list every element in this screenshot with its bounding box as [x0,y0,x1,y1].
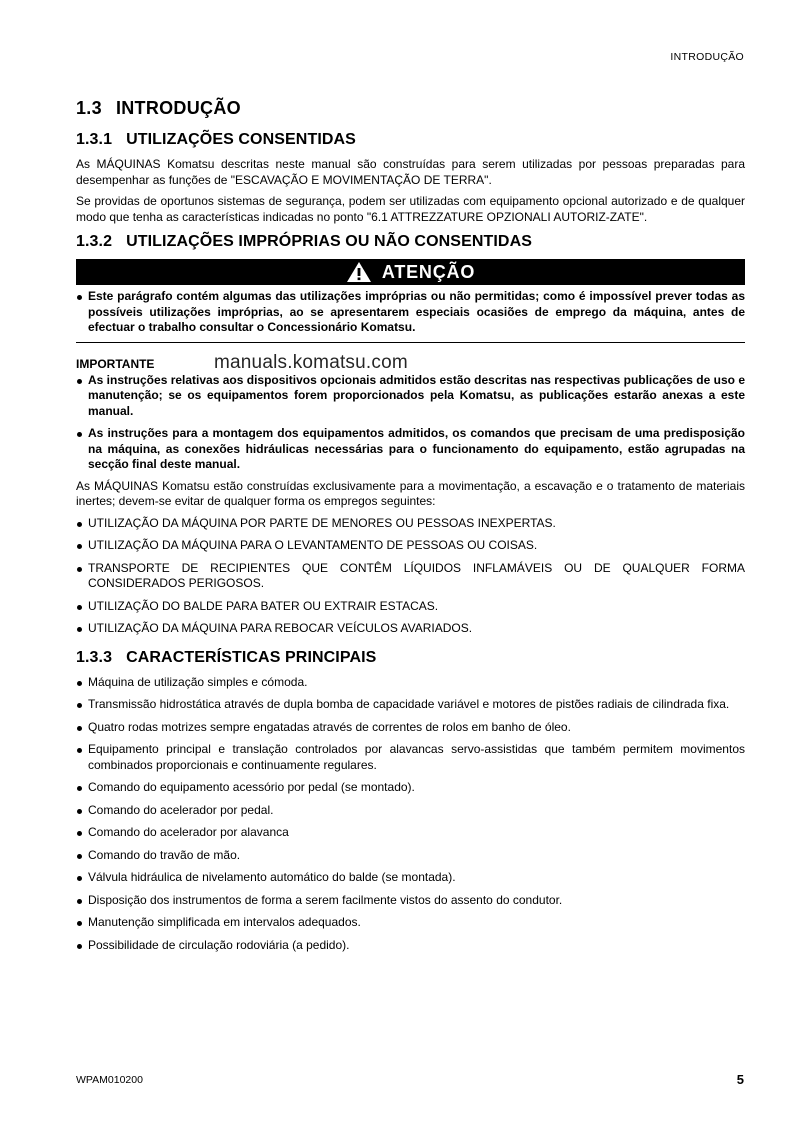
warning-banner [76,259,745,285]
list-item: Disposição dos instrumentos de forma a serem facilmente vistos do assento do condutor. [76,893,745,909]
list-item: As instruções para a montagem dos equipamentos admitidos, os comandos que precisam de uma predisposição na máquina, as conexões hidráulicas necessárias para o funcionamento do equipamento, estão agrupadas na secção final deste manual. [76,426,745,473]
subsection-heading-text: UTILIZAÇÕES CONSENTIDAS [126,131,356,148]
section-number: 1.3 [76,98,102,118]
warning-list [76,289,745,336]
subsection-number: 1.3.2 [76,233,113,250]
warning-text: Este parágrafo contém algumas das utilizações impróprias ou não permitidas; como é impossível prever todas as possíveis utilizações impróprias, ao se apresentarem especiais ocasiões de emprego da máquina, antes de efectuar o trabalho consultar o Concessionário Komatsu. [76,289,745,336]
list-item: Transmissão hidrostática através de dupla bomba de capacidade variável e motores de pistões radiais de cilindrada fixa. [76,697,745,713]
list-item: UTILIZAÇÃO DA MÁQUINA PARA O LEVANTAMENTO DE PESSOAS OU COISAS. [76,538,745,554]
important-list [76,373,745,473]
paragraph: As MÁQUINAS Komatsu estão construídas exclusivamente para a movimentação, a escavação e o tratamento de materiais inertes; devem-se evitar de qualquer forma os empregos seguintes: [76,478,745,508]
watermark-text: manuals.komatsu.com [214,352,408,373]
list-item: Manutenção simplificada em intervalos adequados. [76,915,745,931]
features-list [76,675,745,954]
subsection-heading-text: UTILIZAÇÕES IMPRÓPRIAS OU NÃO CONSENTIDAS [126,233,532,250]
list-item: Comando do travão de mão. [76,848,745,864]
subsection-heading-text: CARACTERÍSTICAS PRINCIPAIS [126,648,377,666]
subsection-number: 1.3.3 [76,648,113,666]
page-content [76,98,745,960]
section-title-text: INTRODUÇÃO [115,98,241,118]
paragraph: Se providas de oportunos sistemas de segurança, podem ser utilizadas com equipamento opcional autorizado e de qualquer modo que tenha as características indicadas no ponto "6.1 ATTREZZATURE OPZIONALI AUTORIZ-ZATE". [76,194,745,224]
list-item: Comando do equipamento acessório por pedal (se montado). [76,780,745,796]
subsection-heading-permitted-uses [76,131,745,149]
list-item: Válvula hidráulica de nivelamento automático do balde (se montada). [76,870,745,886]
list-item: Possibilidade de circulação rodoviária (a pedido). [76,938,745,954]
important-label: IMPORTANTE [76,356,155,371]
running-header: INTRODUÇÃO [670,51,744,63]
list-item: TRANSPORTE DE RECIPIENTES QUE CONTÊM LÍQUIDOS INFLAMÁVEIS OU DE QUALQUER FORMA CONSIDERADOS PERIGOSOS. [76,561,745,592]
list-item: UTILIZAÇÃO DO BALDE PARA BATER OU EXTRAIR ESTACAS. [76,599,745,615]
warning-label: ATENÇÃO [381,261,476,282]
list-item: Comando do acelerador por alavanca [76,825,745,841]
list-item: As instruções relativas aos dispositivos opcionais admitidos estão descritas nas respectivas publicações de uso e manutenção; se os equipamentos forem proporcionados pela Komatsu, as publicações estarão anexas a este manual. [76,373,745,420]
list-item: Máquina de utilização simples e cómoda. [76,675,745,691]
list-item: Equipamento principal e translação controlados por alavancas servo-assistidas que também permitem movimentos combinados proporcionais e continuamente regulares. [76,742,745,773]
paragraph: As MÁQUINAS Komatsu descritas neste manual são construídas para serem utilizadas por pessoas preparadas para desempenhar as funções de "ESCAVAÇÃO E MOVIMENTAÇÃO DE TERRA". [76,157,745,187]
document-code: WPAM010200 [76,1074,143,1086]
subsection-heading-main-features [76,649,745,667]
page-number: 5 [736,1072,744,1087]
list-item: Comando do acelerador por pedal. [76,803,745,819]
prohibited-uses-list [76,516,745,637]
section-title [76,98,745,119]
warning-triangle-icon [346,261,372,283]
subsection-heading-improper-uses [76,233,745,251]
list-item: UTILIZAÇÃO DA MÁQUINA PARA REBOCAR VEÍCULOS AVARIADOS. [76,621,745,637]
list-item: Quatro rodas motrizes sempre engatadas através de correntes de rolos em banho de óleo. [76,720,745,736]
subsection-number: 1.3.1 [76,131,113,148]
list-item: UTILIZAÇÃO DA MÁQUINA POR PARTE DE MENORES OU PESSOAS INEXPERTAS. [76,516,745,532]
warning-content [76,285,745,343]
